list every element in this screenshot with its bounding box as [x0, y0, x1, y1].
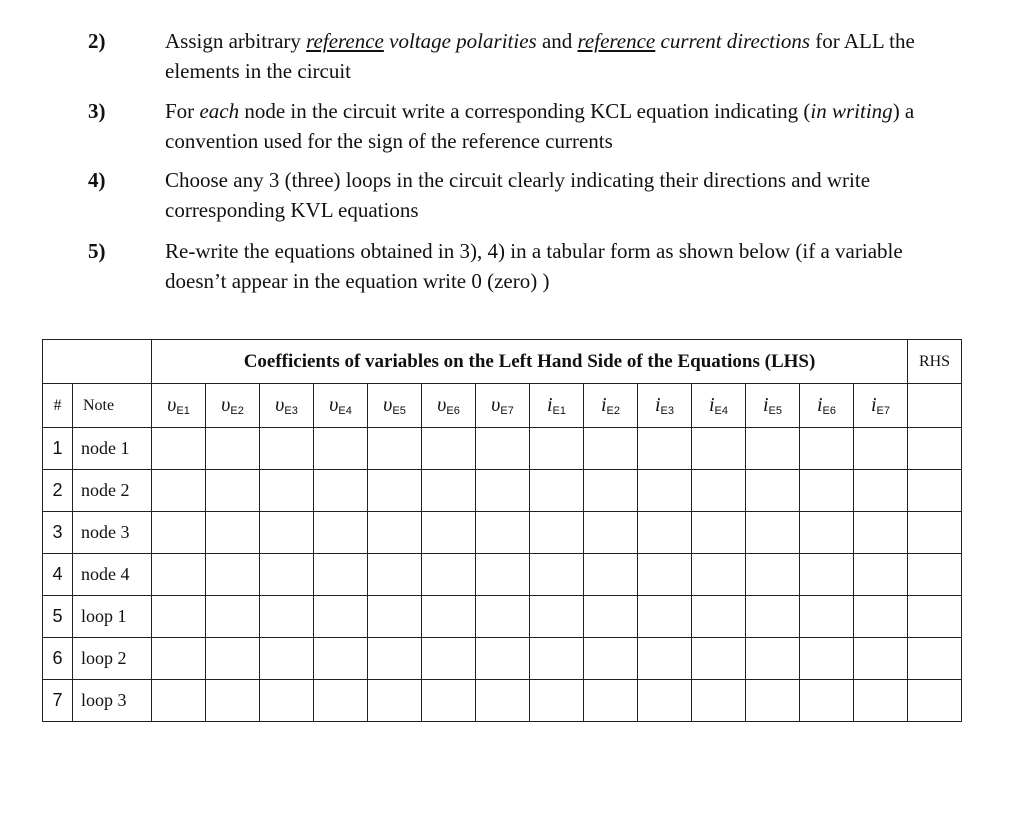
row-note: loop 1 — [73, 596, 152, 638]
row-note: loop 2 — [73, 638, 152, 680]
coefficient-cell — [854, 554, 908, 596]
step-number: 5) — [88, 239, 106, 263]
variable-symbol: i — [762, 394, 769, 416]
variable-subscript: E3 — [284, 405, 298, 417]
variable-symbol: i — [708, 394, 715, 416]
step-number: 3) — [88, 99, 106, 123]
coefficient-cell — [422, 638, 476, 680]
step-text-part: and — [536, 29, 578, 53]
coefficient-cell — [476, 596, 530, 638]
row-index: 1 — [43, 428, 73, 470]
table-row — [43, 554, 962, 596]
lhs-header: Coefficients of variables on the Left Hand Side of the Equations (LHS) — [152, 340, 908, 384]
variable-symbol: i — [546, 394, 553, 416]
coefficient-cell — [638, 470, 692, 512]
coefficient-cell — [854, 512, 908, 554]
step-text-part: voltage polarities — [383, 29, 537, 53]
coefficient-cell — [206, 680, 260, 722]
coefficient-cell — [314, 470, 368, 512]
coefficient-cell — [368, 428, 422, 470]
coefficient-cell — [476, 554, 530, 596]
variable-header — [260, 384, 314, 428]
coefficient-cell — [638, 596, 692, 638]
coefficient-cell — [908, 428, 962, 470]
coefficient-cell — [908, 554, 962, 596]
coefficient-cell — [260, 470, 314, 512]
coefficient-cell — [908, 470, 962, 512]
coefficient-cell — [368, 680, 422, 722]
coefficient-cell — [638, 638, 692, 680]
variable-subscript: E3 — [660, 405, 675, 417]
coefficient-cell — [638, 428, 692, 470]
step-text-part: for ALL the elements in the circuit — [165, 29, 915, 83]
variable-header — [206, 384, 260, 428]
variable-symbol: υ — [491, 394, 501, 416]
coefficient-cell — [530, 512, 584, 554]
step-text-part: Re-write the equations obtained in 3), 4) in a tabular form as shown below (if a variable doesn’t appear in the equation write 0 (zero) ) — [165, 239, 903, 293]
coefficient-cell — [800, 470, 854, 512]
coefficient-cell — [206, 554, 260, 596]
coefficient-cell — [206, 596, 260, 638]
coefficient-cell — [422, 470, 476, 512]
step-text-part: Assign arbitrary — [165, 29, 307, 53]
coefficient-cell — [530, 638, 584, 680]
step-number: 4) — [88, 168, 106, 192]
row-index: 2 — [43, 470, 73, 512]
coefficient-cell — [584, 428, 638, 470]
coefficient-cell — [530, 596, 584, 638]
variable-header — [800, 384, 854, 428]
row-note: node 4 — [73, 554, 152, 596]
coefficient-cell — [692, 512, 746, 554]
coefficient-cell — [584, 680, 638, 722]
coefficient-cell — [476, 638, 530, 680]
header-row-2 — [43, 384, 962, 428]
coefficient-cell — [638, 512, 692, 554]
coefficient-cell — [530, 554, 584, 596]
coefficient-cell — [800, 638, 854, 680]
coefficient-cell — [314, 638, 368, 680]
coefficient-cell — [746, 596, 800, 638]
coefficient-cell — [314, 680, 368, 722]
coefficient-cell — [152, 554, 206, 596]
coefficient-cell — [476, 512, 530, 554]
variable-subscript: E1 — [176, 405, 190, 417]
step-text-part: each — [199, 99, 240, 123]
variable-subscript: E4 — [714, 405, 729, 417]
coefficient-cell — [584, 512, 638, 554]
coefficient-cell — [530, 680, 584, 722]
row-index: 7 — [43, 680, 73, 722]
coefficient-cell — [584, 596, 638, 638]
row-note: loop 3 — [73, 680, 152, 722]
coefficient-cell — [422, 554, 476, 596]
coefficient-table — [42, 339, 962, 722]
coefficient-cell — [314, 554, 368, 596]
coefficient-cell — [260, 554, 314, 596]
step-text-part: in writing — [810, 99, 893, 123]
coefficient-cell — [800, 680, 854, 722]
table-row — [43, 680, 962, 722]
variable-header — [314, 384, 368, 428]
table-row — [43, 596, 962, 638]
coefficient-cell — [530, 428, 584, 470]
variable-symbol: i — [870, 394, 877, 416]
row-note: node 1 — [73, 428, 152, 470]
step-text-part: current directions — [655, 29, 811, 53]
variable-subscript: E6 — [446, 405, 460, 417]
variable-header — [476, 384, 530, 428]
coefficient-cell — [746, 512, 800, 554]
variable-symbol: υ — [221, 394, 231, 416]
table-row — [43, 638, 962, 680]
coefficient-cell — [152, 680, 206, 722]
coefficient-cell — [206, 512, 260, 554]
coefficient-cell — [314, 596, 368, 638]
variable-header — [368, 384, 422, 428]
coefficient-cell — [152, 638, 206, 680]
row-note: node 3 — [73, 512, 152, 554]
variable-symbol: υ — [167, 394, 177, 416]
coefficient-cell — [692, 680, 746, 722]
step-text-part: reference — [577, 29, 656, 53]
variable-symbol: υ — [383, 394, 393, 416]
coefficient-cell — [260, 680, 314, 722]
rhs-header: RHS — [908, 340, 962, 384]
coefficient-cell — [206, 470, 260, 512]
coefficient-cell — [314, 512, 368, 554]
coefficient-cell — [638, 554, 692, 596]
coefficient-cell — [152, 512, 206, 554]
variable-symbol: υ — [329, 394, 339, 416]
variable-symbol: υ — [437, 394, 447, 416]
coefficient-cell — [746, 638, 800, 680]
coefficient-cell — [854, 596, 908, 638]
step-text-part: ) a convention used for the sign of the reference currents — [165, 99, 915, 153]
coefficient-cell — [800, 428, 854, 470]
coefficient-cell — [746, 428, 800, 470]
table-row — [43, 470, 962, 512]
variable-header — [422, 384, 476, 428]
coefficient-cell — [476, 428, 530, 470]
step-text-part: node in the circuit write a corresponding KCL equation indicating ( — [239, 99, 811, 123]
coefficient-cell — [368, 554, 422, 596]
coefficient-cell — [152, 470, 206, 512]
variable-header — [584, 384, 638, 428]
coefficient-cell — [908, 638, 962, 680]
variable-header — [746, 384, 800, 428]
step-text — [165, 165, 965, 225]
coefficient-cell — [422, 512, 476, 554]
coefficient-cell — [584, 470, 638, 512]
variable-subscript: E4 — [338, 405, 352, 417]
coefficient-cell — [422, 596, 476, 638]
variable-subscript: E1 — [552, 405, 567, 417]
variable-subscript: E7 — [500, 405, 514, 417]
coefficient-cell — [368, 512, 422, 554]
variable-header — [854, 384, 908, 428]
coefficient-cell — [746, 554, 800, 596]
variable-subscript: E7 — [876, 405, 891, 417]
coefficient-cell — [908, 512, 962, 554]
row-index: 6 — [43, 638, 73, 680]
variable-symbol: i — [654, 394, 661, 416]
step-text-part: reference — [306, 29, 384, 53]
coefficient-cell — [476, 680, 530, 722]
coefficient-cell — [152, 596, 206, 638]
coefficient-cell — [422, 680, 476, 722]
coefficient-cell — [260, 638, 314, 680]
coefficient-cell — [260, 512, 314, 554]
coefficient-cell — [314, 428, 368, 470]
rhs-header-blank — [908, 384, 962, 428]
variable-subscript: E2 — [606, 405, 621, 417]
coefficient-cell — [908, 596, 962, 638]
coefficient-cell — [260, 596, 314, 638]
variable-symbol: i — [816, 394, 823, 416]
coefficient-cell — [854, 638, 908, 680]
step-text — [165, 236, 960, 296]
row-index: 3 — [43, 512, 73, 554]
variable-header — [692, 384, 746, 428]
row-index: 4 — [43, 554, 73, 596]
variable-subscript: E6 — [822, 405, 837, 417]
step-text-part: For — [165, 99, 200, 123]
variable-header — [152, 384, 206, 428]
step-text — [165, 96, 965, 156]
coefficient-cell — [368, 470, 422, 512]
coefficient-cell — [692, 638, 746, 680]
variable-subscript: E5 — [392, 405, 406, 417]
coefficient-cell — [800, 596, 854, 638]
table-row — [43, 512, 962, 554]
coefficient-cell — [746, 470, 800, 512]
coefficient-cell — [368, 596, 422, 638]
variable-subscript: E2 — [230, 405, 244, 417]
coefficient-cell — [422, 428, 476, 470]
coefficient-cell — [854, 470, 908, 512]
row-index: 5 — [43, 596, 73, 638]
coefficient-cell — [206, 428, 260, 470]
note-header: Note — [73, 384, 152, 428]
coefficient-cell — [692, 554, 746, 596]
coefficient-cell — [368, 638, 422, 680]
variable-header — [530, 384, 584, 428]
coefficient-cell — [206, 638, 260, 680]
coefficient-cell — [260, 428, 314, 470]
coefficient-cell — [638, 680, 692, 722]
row-note: node 2 — [73, 470, 152, 512]
variable-symbol: i — [600, 394, 607, 416]
coefficient-cell — [746, 680, 800, 722]
variable-symbol: υ — [275, 394, 285, 416]
coefficient-cell — [800, 512, 854, 554]
step-text — [165, 26, 965, 86]
variable-header — [638, 384, 692, 428]
coefficient-cell — [530, 470, 584, 512]
coefficient-cell — [692, 428, 746, 470]
coefficient-cell — [584, 638, 638, 680]
coefficient-cell — [854, 428, 908, 470]
coefficient-cell — [854, 680, 908, 722]
coefficient-cell — [908, 680, 962, 722]
hash-header: # — [43, 384, 73, 428]
coefficient-cell — [800, 554, 854, 596]
coefficient-cell — [692, 596, 746, 638]
table-row — [43, 428, 962, 470]
variable-subscript: E5 — [768, 405, 783, 417]
header-row-1 — [43, 340, 962, 384]
coefficient-cell — [584, 554, 638, 596]
coefficient-cell — [152, 428, 206, 470]
coefficient-cell — [692, 470, 746, 512]
step-text-part: Choose any 3 (three) loops in the circuit clearly indicating their directions and write corresponding KVL equations — [165, 168, 871, 222]
step-number: 2) — [88, 29, 106, 53]
empty-corner-cell — [43, 340, 152, 384]
coefficient-cell — [476, 470, 530, 512]
